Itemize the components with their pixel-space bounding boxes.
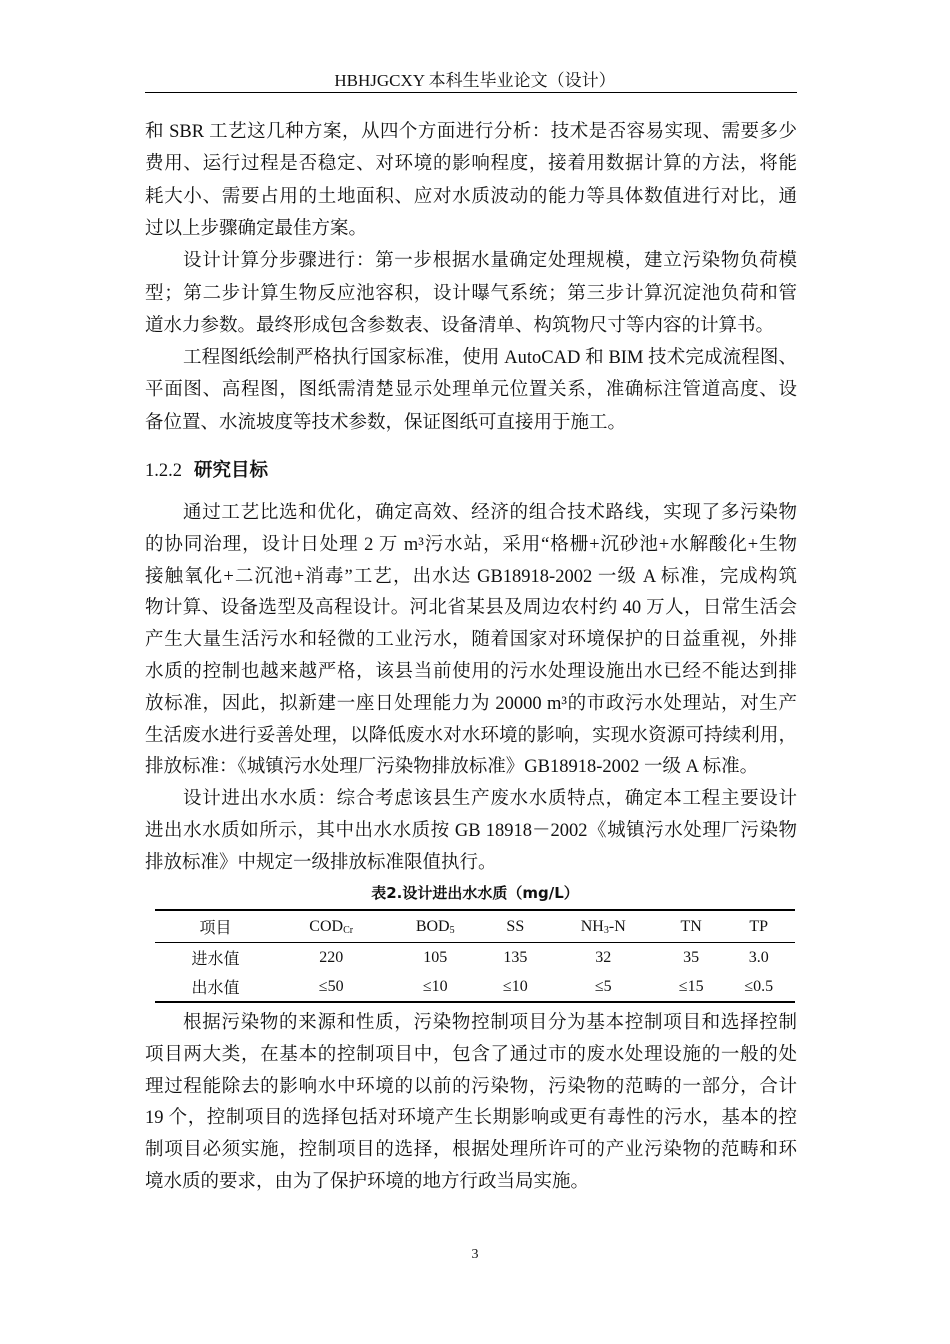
paragraph-line: 排放标准》中规定一级排放标准限值执行。: [145, 852, 497, 873]
paragraph-line: 境水质的要求，由为了保护环境的地方行政当局实施。: [145, 1172, 590, 1192]
paragraph-line: 型；第二步计算生物反应池容积，设计曝气系统；第三步计算沉淀池负荷和管: [145, 283, 797, 304]
paragraph-line: 生活废水进行妥善处理，以降低废水对水环境的影响，实现水资源可持续利用，: [145, 725, 797, 746]
header-cell: 项目: [155, 910, 276, 943]
paragraph-line: 费用、运行过程是否稳定、对环境的影响程度，接着用数据计算的方法，将能: [145, 154, 797, 175]
table-cell: 3.0: [748, 948, 769, 966]
table-cell: ≤50: [276, 972, 386, 1002]
running-header: HBHJGCXY 本科生毕业论文（设计）: [334, 71, 616, 90]
table-cell: ≤10: [386, 972, 484, 1002]
table-cell: ≤0.5: [722, 972, 795, 1002]
paragraph-line: 备位置、水流坡度等技术参数，保证图纸可直接用于施工。: [145, 412, 627, 433]
paragraph-line: 接触氧化+二沉池+消毒”工艺，出水达 GB18918-2002 一级 A 标准，完成构筑: [145, 566, 797, 587]
table-cell: ≤5: [547, 972, 660, 1002]
paragraph-line: 和 SBR 工艺这几种方案，从四个方面进行分析：技术是否容易实现、需要多少: [145, 122, 797, 142]
page-number: 3: [471, 1247, 479, 1262]
table-cell: 35: [683, 948, 700, 966]
header-cell: TP: [722, 910, 795, 943]
table-cell: 出水值: [155, 972, 276, 1002]
paragraph-line: 设计计算分步骤进行：第一步根据水量确定处理规模，建立污染物负荷模: [183, 251, 797, 272]
table-cell: 105: [423, 948, 448, 966]
paragraph-line: 项目两大类，在基本的控制项目中，包含了通过市的废水处理设施的一般的处: [145, 1044, 797, 1065]
paragraph-line: 平面图、高程图，图纸需清楚显示处理单元位置关系，准确标注管道高度、设: [145, 380, 797, 401]
table-cell: ≤10: [484, 972, 546, 1002]
table-cell: 220: [319, 948, 344, 966]
table-cell: ≤15: [660, 972, 722, 1002]
water-quality-table: [155, 909, 795, 1003]
paragraph-line: 通过工艺比选和优化，确定高效、经济的组合技术路线，实现了多污染物: [183, 503, 797, 523]
paragraph-line: 耗大小、需要占用的土地面积、应对水质波动的能力等具体数值进行对比，通: [145, 186, 797, 207]
section-title: 研究目标: [194, 460, 269, 481]
paragraph-line: 物计算、设备选型及高程设计。河北省某县及周边农村约 40 万人，日常生活会: [145, 598, 797, 619]
paragraph-line: 进出水水质如所示，其中出水水质按 GB 18918－2002《城镇污水处理厂污染物: [145, 821, 797, 841]
paragraph-line: 工程图纸绘制严格执行国家标准，使用 AutoCAD 和 BIM 技术完成流程图、: [183, 348, 797, 369]
table-header-row: [155, 910, 795, 943]
paragraph-line: 的协同治理，设计日处理 2 万 m³污水站，采用“格栅+沉砂池+水解酸化+生物: [145, 534, 797, 555]
header-cell: $BOD_5$: [386, 910, 484, 943]
paragraph-line: 根据污染物的来源和性质，污染物控制项目分为基本控制项目和选择控制: [183, 1013, 797, 1033]
paragraph-line: 制项目必须实施，控制项目的选择，根据处理所许可的产业污染物的范畴和环: [145, 1140, 797, 1161]
section-number: 1.2.2: [145, 461, 182, 481]
table-row: [155, 943, 795, 973]
table-cell: 135: [503, 948, 528, 966]
paragraph-line: 产生大量生活污水和轻微的工业污水，随着国家对环境保护的日益重视，外排: [145, 630, 797, 651]
header-cell: SS: [484, 910, 546, 943]
paragraph-line: 道水力参数。最终形成包含参数表、设备清单、构筑物尺寸等内容的计算书。: [145, 315, 775, 336]
table-caption: 表2.设计进出水水质（mg/L）: [371, 884, 579, 902]
header-cell: TN: [660, 910, 722, 943]
table-row: [155, 972, 795, 1002]
paragraph-line: 排放标准：《城镇污水处理厂污染物排放标准》GB18918-2002 一级 A 标准。: [145, 757, 759, 778]
header-cell: $COD_{Cr}$: [276, 910, 386, 943]
paragraph-line: 设计进出水水质：综合考虑该县生产废水水质特点，确定本工程主要设计: [183, 789, 797, 810]
header-cell: $NH_3-N$: [547, 910, 660, 943]
section-heading: [145, 456, 268, 482]
header-rule: [145, 92, 797, 93]
paragraph-line: 理过程能除去的影响水中环境的以前的污染物，污染物的范畴的一部分，合计: [145, 1076, 797, 1097]
paragraph-line: 放标准，因此，拟新建一座日处理能力为 20000 m³的市政污水处理站，对生产: [145, 693, 797, 714]
paragraph-line: 过以上步骤确定最佳方案。: [145, 218, 368, 239]
paragraph-line: 水质的控制也越来越严格，该县当前使用的污水处理设施出水已经不能达到排: [145, 662, 797, 682]
table-cell: 进水值: [191, 951, 240, 968]
paragraph-line: 19 个，控制项目的选择包括对环境产生长期影响或更有毒性的污水，基本的控: [145, 1108, 797, 1129]
table-cell: 32: [595, 948, 612, 966]
